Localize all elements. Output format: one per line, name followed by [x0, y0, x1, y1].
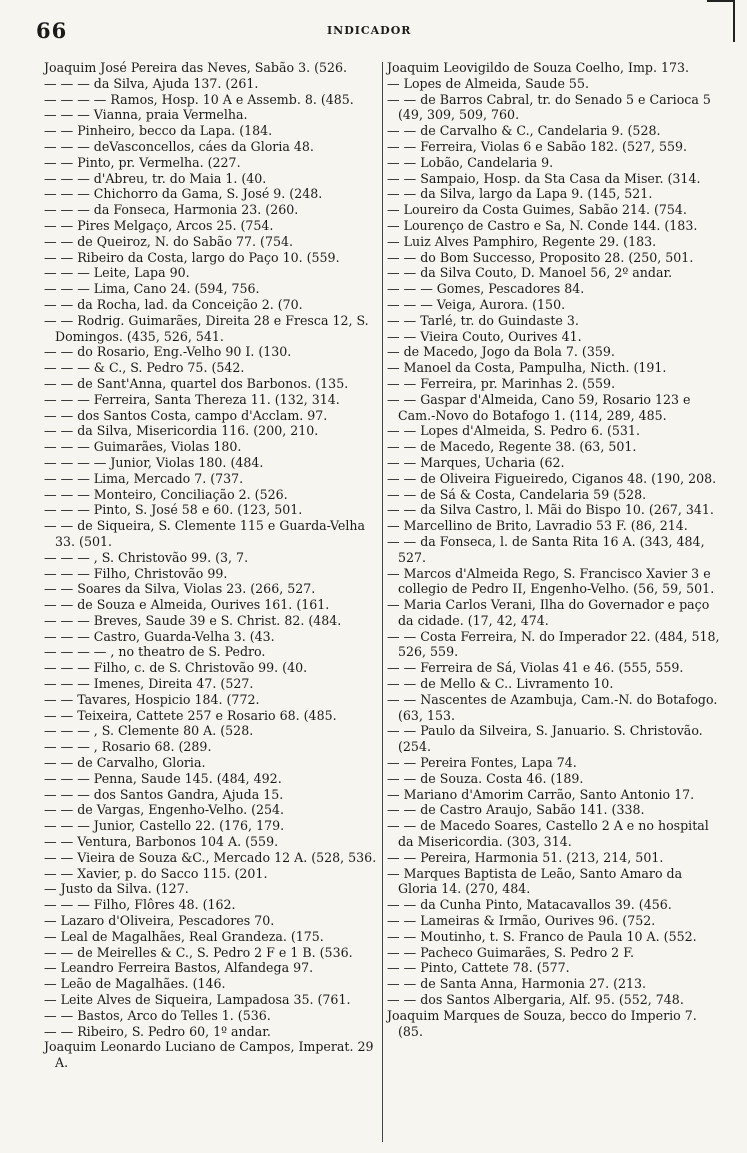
directory-entry: — Mariano d'Amorim Carrão, Santo Antonio 17.	[387, 786, 695, 802]
directory-entry: — — da Silva, largo da Lapa 9. (145, 521.	[387, 186, 653, 202]
directory-entry: — — de Santa Anna, Harmonia 27. (213.	[387, 976, 647, 992]
directory-entry: — — Ribeiro, S. Pedro 60, 1º andar.	[44, 1023, 271, 1039]
directory-entry: — — — Leite, Lapa 90.	[44, 265, 190, 281]
directory-entry: Joaquim Leonardo Luciano de Campos, Imperat. 29 A.	[44, 1039, 374, 1071]
directory-entry: — — Nascentes de Azambuja, Cam.-N. do Botafogo. (63, 153.	[387, 691, 718, 723]
directory-entry: — — Costa Ferreira, N. do Imperador 22. (484, 518, 526, 559.	[387, 628, 720, 660]
directory-entry: — — de Vargas, Engenho-Velho. (254.	[44, 802, 285, 818]
directory-entry: — — — da Fonseca, Harmonia 23. (260.	[44, 202, 299, 218]
directory-entry: — Maria Carlos Verani, Ilha do Governador e paço da cidade. (17, 42, 474.	[387, 597, 710, 628]
directory-entry: — Loureiro da Costa Guimes, Sabão 214. (754.	[387, 202, 687, 218]
directory-entry: — — do Bom Successo, Proposito 28. (250, 501.	[387, 249, 694, 265]
directory-entry: — — — , Rosario 68. (289.	[44, 739, 212, 755]
page-corner-mark	[707, 0, 735, 42]
directory-entry: — Leão de Magalhães. (146.	[44, 976, 226, 992]
directory-entry: — — de Sá & Costa, Candelaria 59 (528.	[387, 486, 647, 502]
directory-entry: — Marcellino de Brito, Lavradio 53 F. (86, 214.	[387, 518, 688, 534]
page-number: 66	[36, 18, 68, 43]
directory-entry: — — — Lima, Mercado 7. (737.	[44, 470, 244, 486]
directory-entry: — — Moutinho, t. S. Franco de Paula 10 A. (552.	[387, 928, 697, 944]
directory-entry: — — — Monteiro, Conciliação 2. (526.	[44, 486, 288, 502]
directory-entry: — — Tavares, Hospicio 184. (772.	[44, 691, 260, 707]
directory-entry: — Leite Alves de Siqueira, Lampadosa 35. (761.	[44, 992, 351, 1008]
directory-entry: — — — , S. Clemente 80 A. (528.	[44, 723, 254, 739]
directory-entry: — — — — , no theatro de S. Pedro.	[44, 644, 266, 660]
directory-entry: — — — Pinto, S. José 58 e 60. (123, 501.	[44, 502, 303, 518]
directory-entry: — — Lameiras & Irmão, Ourives 96. (752.	[387, 913, 656, 929]
directory-entry: — — — da Silva, Ajuda 137. (261.	[44, 75, 259, 91]
directory-entry: — — — Filho, c. de S. Christovão 99. (40.	[44, 660, 308, 676]
directory-entry: — — Ventura, Barbonos 104 A. (559.	[44, 834, 279, 850]
directory-entry: — Lazaro d'Oliveira, Pescadores 70.	[44, 913, 275, 929]
directory-entry: — — Lobão, Candelaria 9.	[387, 154, 554, 170]
directory-entry: — — da Fonseca, l. de Santa Rita 16 A. (343, 484, 527.	[387, 533, 705, 565]
directory-entry: — — Pinheiro, becco da Lapa. (184.	[44, 123, 273, 139]
left-column	[44, 60, 379, 1071]
directory-entry: — — — Veiga, Aurora. (150.	[387, 296, 566, 312]
directory-entry: — — — Guimarães, Violas 180.	[44, 439, 242, 455]
directory-entry: — Leal de Magalhães, Real Grandeza. (175.	[44, 928, 324, 944]
directory-entry: — — de Castro Araujo, Sabão 141. (338.	[387, 802, 645, 818]
directory-entry: — — — Lima, Cano 24. (594, 756.	[44, 281, 260, 297]
directory-entry: — — — Chichorro da Gama, S. José 9. (248.	[44, 186, 323, 202]
directory-entry: — — — dos Santos Gandra, Ajuda 15.	[44, 786, 284, 802]
directory-entry: — — — Breves, Saude 39 e S. Christ. 82. (484.	[44, 612, 342, 628]
directory-entry: — — Bastos, Arco do Telles 1. (536.	[44, 1007, 271, 1023]
directory-entry: — — Pereira, Harmonia 51. (213, 214, 501.	[387, 849, 664, 865]
directory-entry: — — Soares da Silva, Violas 23. (266, 527.	[44, 581, 316, 597]
directory-entry: — — Paulo da Silveira, S. Januario. S. Christovão. (254.	[387, 723, 703, 755]
directory-entry: — — — Ferreira, Santa Thereza 11. (132, 314.	[44, 391, 340, 407]
directory-entry: Joaquim José Pereira das Neves, Sabão 3. (526.	[44, 60, 348, 75]
directory-entry: — Marcos d'Almeida Rego, S. Francisco Xavier 3 e collegio de Pedro II, Engenho-Velho. (56, 59, 501.	[387, 565, 715, 597]
directory-entry: — — de Carvalho, Gloria.	[44, 755, 206, 771]
directory-entry: — — de Sant'Anna, quartel dos Barbonos. (135.	[44, 375, 349, 391]
directory-entry: — — da Silva, Misericordia 116. (200, 210.	[44, 423, 319, 439]
right-column	[387, 60, 722, 1039]
running-title: INDICADOR	[327, 24, 412, 37]
directory-entry: Joaquim Marques de Souza, becco do Imperio 7. (85.	[387, 1007, 697, 1039]
directory-entry: — — do Rosario, Eng.-Velho 90 I. (130.	[44, 344, 292, 360]
directory-entry: — — Ribeiro da Costa, largo do Paço 10. (559.	[44, 249, 340, 265]
directory-entry: — — Vieira Couto, Ourives 41.	[387, 328, 582, 344]
directory-entry: — — — — Ramos, Hosp. 10 A e Assemb. 8. (485.	[44, 91, 354, 107]
directory-entry: — — Vieira de Souza &C., Mercado 12 A. (528, 536.	[44, 849, 377, 865]
directory-entry: — — Rodrig. Guimarães, Direita 28 e Fresca 12, S. Domingos. (435, 526, 541.	[44, 312, 369, 344]
directory-entry: — — de Mello & C.. Livramento 10.	[387, 676, 614, 692]
directory-entry: — — Ferreira, Violas 6 e Sabão 182. (527, 559.	[387, 138, 688, 154]
directory-entry: — — de Meirelles & C., S. Pedro 2 F e 1 B. (536.	[44, 944, 353, 960]
directory-entry: — — — d'Abreu, tr. do Maia 1. (40.	[44, 170, 267, 186]
directory-entry: — Luiz Alves Pamphiro, Regente 29. (183.	[387, 233, 657, 249]
directory-entry: — — Ferreira, pr. Marinhas 2. (559.	[387, 375, 616, 391]
directory-entry: — — Gaspar d'Almeida, Cano 59, Rosario 123 e Cam.-Novo do Botafogo 1. (114, 289, 485.	[387, 391, 691, 423]
directory-entry: — Justo da Silva. (127.	[44, 881, 189, 897]
directory-entry: — — — deVasconcellos, cáes da Gloria 48.	[44, 138, 314, 154]
directory-entry: — — Pacheco Guimarães, S. Pedro 2 F.	[387, 944, 634, 960]
directory-entry: — — de Queiroz, N. do Sabão 77. (754.	[44, 233, 294, 249]
directory-entry: — — de Macedo, Regente 38. (63, 501.	[387, 439, 637, 455]
directory-entry: — — de Souza. Costa 46. (189.	[387, 770, 584, 786]
directory-entry: — de Macedo, Jogo da Bola 7. (359.	[387, 344, 615, 360]
column-divider	[382, 62, 383, 1142]
directory-entry: — — Sampaio, Hosp. da Sta Casa da Miser. (314.	[387, 170, 701, 186]
directory-entry: — — dos Santos Costa, campo d'Acclam. 97.	[44, 407, 328, 423]
directory-entry: — Manoel da Costa, Pampulha, Nicth. (191.	[387, 360, 667, 376]
directory-entry: — — da Rocha, lad. da Conceição 2. (70.	[44, 296, 303, 312]
directory-entry: — Marques Baptista de Leão, Santo Amaro da Gloria 14. (270, 484.	[387, 865, 683, 897]
directory-entry: — — Ferreira de Sá, Violas 41 e 46. (555, 559.	[387, 660, 684, 676]
directory-entry: — — — Castro, Guarda-Velha 3. (43.	[44, 628, 275, 644]
directory-entry: — Leandro Ferreira Bastos, Alfandega 97.	[44, 960, 314, 976]
directory-entry: — Lopes de Almeida, Saude 55.	[387, 75, 589, 91]
directory-entry: — — de Siqueira, S. Clemente 115 e Guarda-Velha 33. (501.	[44, 518, 366, 549]
directory-entry: — — da Cunha Pinto, Matacavallos 39. (456.	[387, 897, 672, 913]
directory-entry: Joaquim Leovigildo de Souza Coelho, Imp. 173.	[387, 60, 689, 75]
directory-entry: — — — Imenes, Direita 47. (527.	[44, 676, 254, 692]
directory-entry: — — Pires Melgaço, Arcos 25. (754.	[44, 217, 274, 233]
directory-entry: — — de Barros Cabral, tr. do Senado 5 e Carioca 5 (49, 309, 509, 760.	[387, 91, 711, 123]
directory-entry: — — — — Junior, Violas 180. (484.	[44, 454, 264, 470]
directory-entry: — — Tarlé, tr. do Guindaste 3.	[387, 312, 579, 328]
directory-entry: — — — Filho, Flôres 48. (162.	[44, 897, 236, 913]
directory-entry: — — Xavier, p. do Sacco 115. (201.	[44, 865, 268, 881]
directory-entry: — — de Oliveira Figueiredo, Ciganos 48. (190, 208.	[387, 470, 717, 486]
directory-entry: — — de Carvalho & C., Candelaria 9. (528.	[387, 123, 661, 139]
directory-entry: — — da Silva Castro, l. Mãi do Bispo 10. (267, 341.	[387, 502, 714, 518]
directory-entry: — Lourenço de Castro e Sa, N. Conde 144. (183.	[387, 217, 698, 233]
directory-entry: — — Pinto, Cattete 78. (577.	[387, 960, 570, 976]
directory-entry: — — de Souza e Almeida, Ourives 161. (161.	[44, 597, 330, 613]
directory-entry: — — Marques, Ucharia (62.	[387, 454, 565, 470]
directory-entry: — — Pereira Fontes, Lapa 74.	[387, 755, 577, 771]
directory-entry: — — — , S. Christovão 99. (3, 7.	[44, 549, 249, 565]
directory-entry: — — — Junior, Castello 22. (176, 179.	[44, 818, 285, 834]
directory-entry: — — dos Santos Albergaria, Alf. 95. (552, 748.	[387, 992, 684, 1008]
directory-entry: — — da Silva Couto, D. Manoel 56, 2º andar.	[387, 265, 673, 281]
directory-entry: — — — & C., S. Pedro 75. (542.	[44, 360, 245, 376]
directory-entry: — — Pinto, pr. Vermelha. (227.	[44, 154, 241, 170]
directory-entry: — — Lopes d'Almeida, S. Pedro 6. (531.	[387, 423, 640, 439]
directory-entry: — — — Penna, Saude 145. (484, 492.	[44, 770, 282, 786]
directory-entry: — — — Filho, Christovão 99.	[44, 565, 228, 581]
directory-entry: — — Teixeira, Cattete 257 e Rosario 68. (485.	[44, 707, 337, 723]
directory-entry: — — — Gomes, Pescadores 84.	[387, 281, 585, 297]
directory-entry: — — — Vianna, praia Vermelha.	[44, 107, 248, 123]
directory-entry: — — de Macedo Soares, Castello 2 A e no hospital da Misericordia. (303, 314.	[387, 818, 709, 850]
